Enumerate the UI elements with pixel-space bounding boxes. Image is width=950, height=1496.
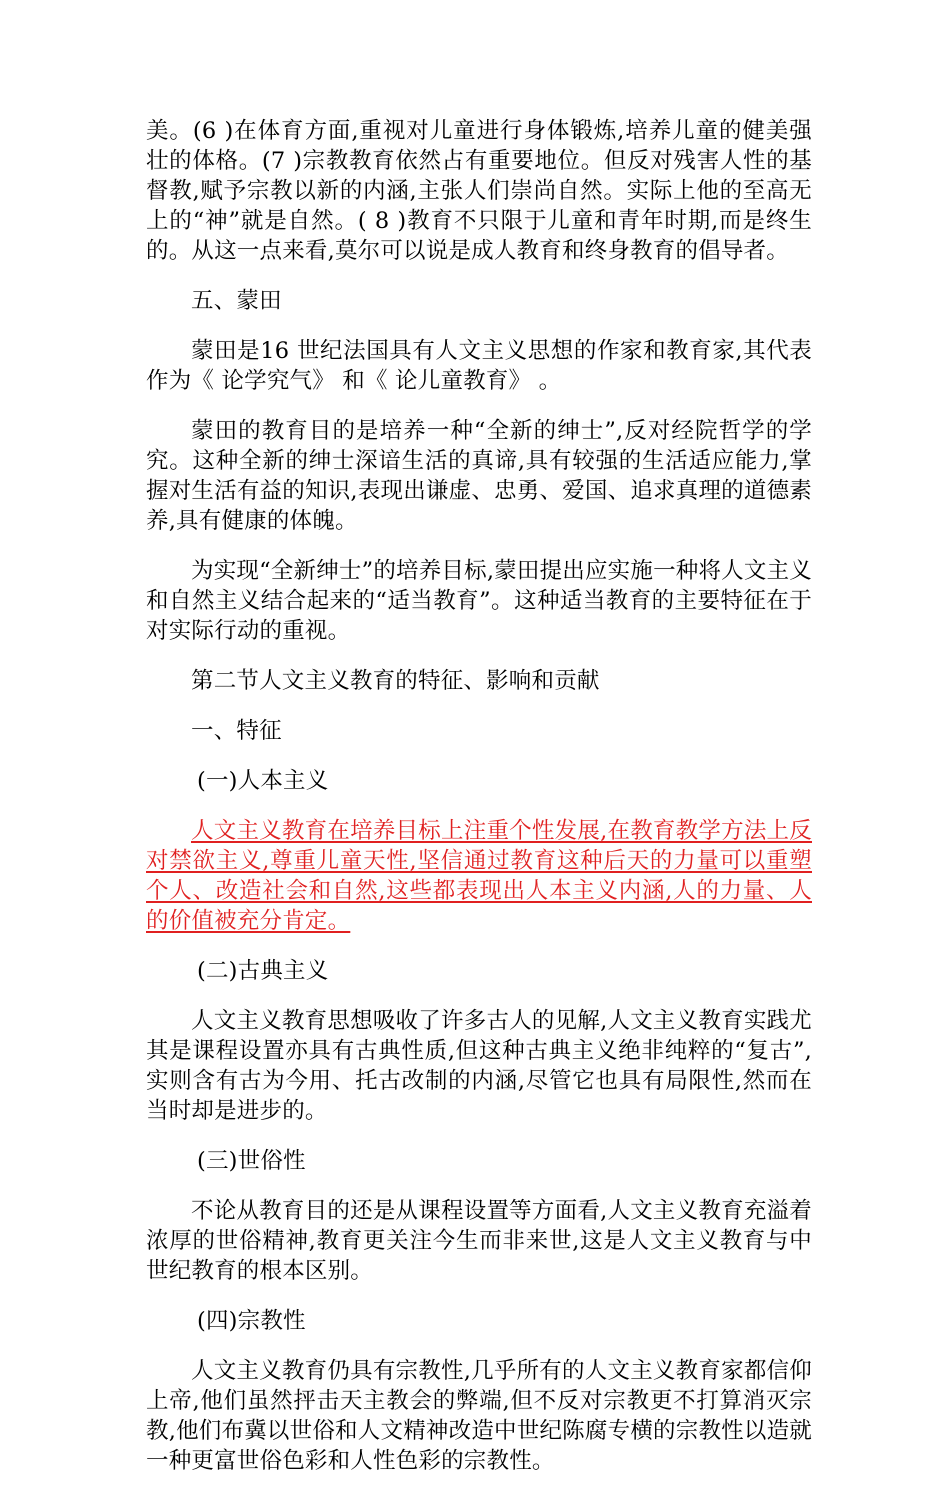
document-body bbox=[146, 116, 812, 1496]
paragraph-montaigne-intro: 蒙田是16 世纪法国具有人文主义思想的作家和教育家,其代表作为《 论学究气》 和《 论儿童教育》 。 bbox=[146, 338, 812, 394]
heading-section-two: 第二节人文主义教育的特征、影响和贡献 bbox=[191, 668, 600, 694]
heading-classicism: (二)古典主义 bbox=[197, 958, 329, 984]
continuation-paragraph: 美。(6 )在体育方面,重视对儿童进行身体锻炼,培养儿童的健美强壮的体格。(7 )宗教教育依然占有重要地位。但反对残害人性的基督教,赋予宗教以新的内涵,主张人们崇尚自然。实际上他的至高无上的“神”就是自然。( 8 )教育不只限于儿童和青年时期,而是终生的。从这一点来看,莫尔可以说是成人教育和终身教育的倡导者。 bbox=[146, 118, 812, 264]
paragraph-humanism-highlighted bbox=[146, 816, 812, 936]
heading-montaigne: 五、蒙田 bbox=[191, 288, 282, 314]
paragraph-montaigne-goal: 蒙田的教育目的是培养一种“全新的绅士”,反对经院哲学的学究。这种全新的绅士深谙生活的真谛,具有较强的生活适应能力,掌握对生活有益的知识,表现出谦虚、忠勇、爱国、追求真理的道德素养,具有健康的体魄。 bbox=[146, 418, 812, 534]
paragraph-classicism: 人文主义教育思想吸收了许多古人的见解,人文主义教育实践尤其是课程设置亦具有古典性质,但这种古典主义绝非纯粹的“复古”,实则含有古为今用、托古改制的内涵,尽管它也具有局限性,然而在当时却是进步的。 bbox=[146, 1008, 812, 1124]
heading-religiosity: (四)宗教性 bbox=[197, 1308, 306, 1334]
heading-features: 一、特征 bbox=[191, 718, 282, 744]
paragraph-secularity: 不论从教育目的还是从课程设置等方面看,人文主义教育充溢着浓厚的世俗精神,教育更关注今生而非来世,这是人文主义教育与中世纪教育的根本区别。 bbox=[146, 1198, 812, 1284]
heading-secularity: (三)世俗性 bbox=[197, 1148, 306, 1174]
paragraph-montaigne-method: 为实现“全新绅士”的培养目标,蒙田提出应实施一种将人文主义和自然主义结合起来的“适当教育”。这种适当教育的主要特征在于对实际行动的重视。 bbox=[146, 558, 812, 644]
highlighted-text: 人文主义教育在培养目标上注重个性发展,在教育教学方法上反对禁欲主义,尊重儿童天性,坚信通过教育这种后天的力量可以重塑个人、改造社会和自然,这些都表现出人本主义内涵,人的力量、人的价值被充分肯定。 bbox=[146, 818, 812, 934]
heading-humanism: (一)人本主义 bbox=[197, 768, 329, 794]
paragraph-religiosity: 人文主义教育仍具有宗教性,几乎所有的人文主义教育家都信仰上帝,他们虽然抨击天主教会的弊端,但不反对宗教更不打算消灭宗教,他们布冀以世俗和人文精神改造中世纪陈腐专横的宗教性以造就一种更富世俗色彩和人性色彩的宗教性。 bbox=[146, 1358, 812, 1474]
